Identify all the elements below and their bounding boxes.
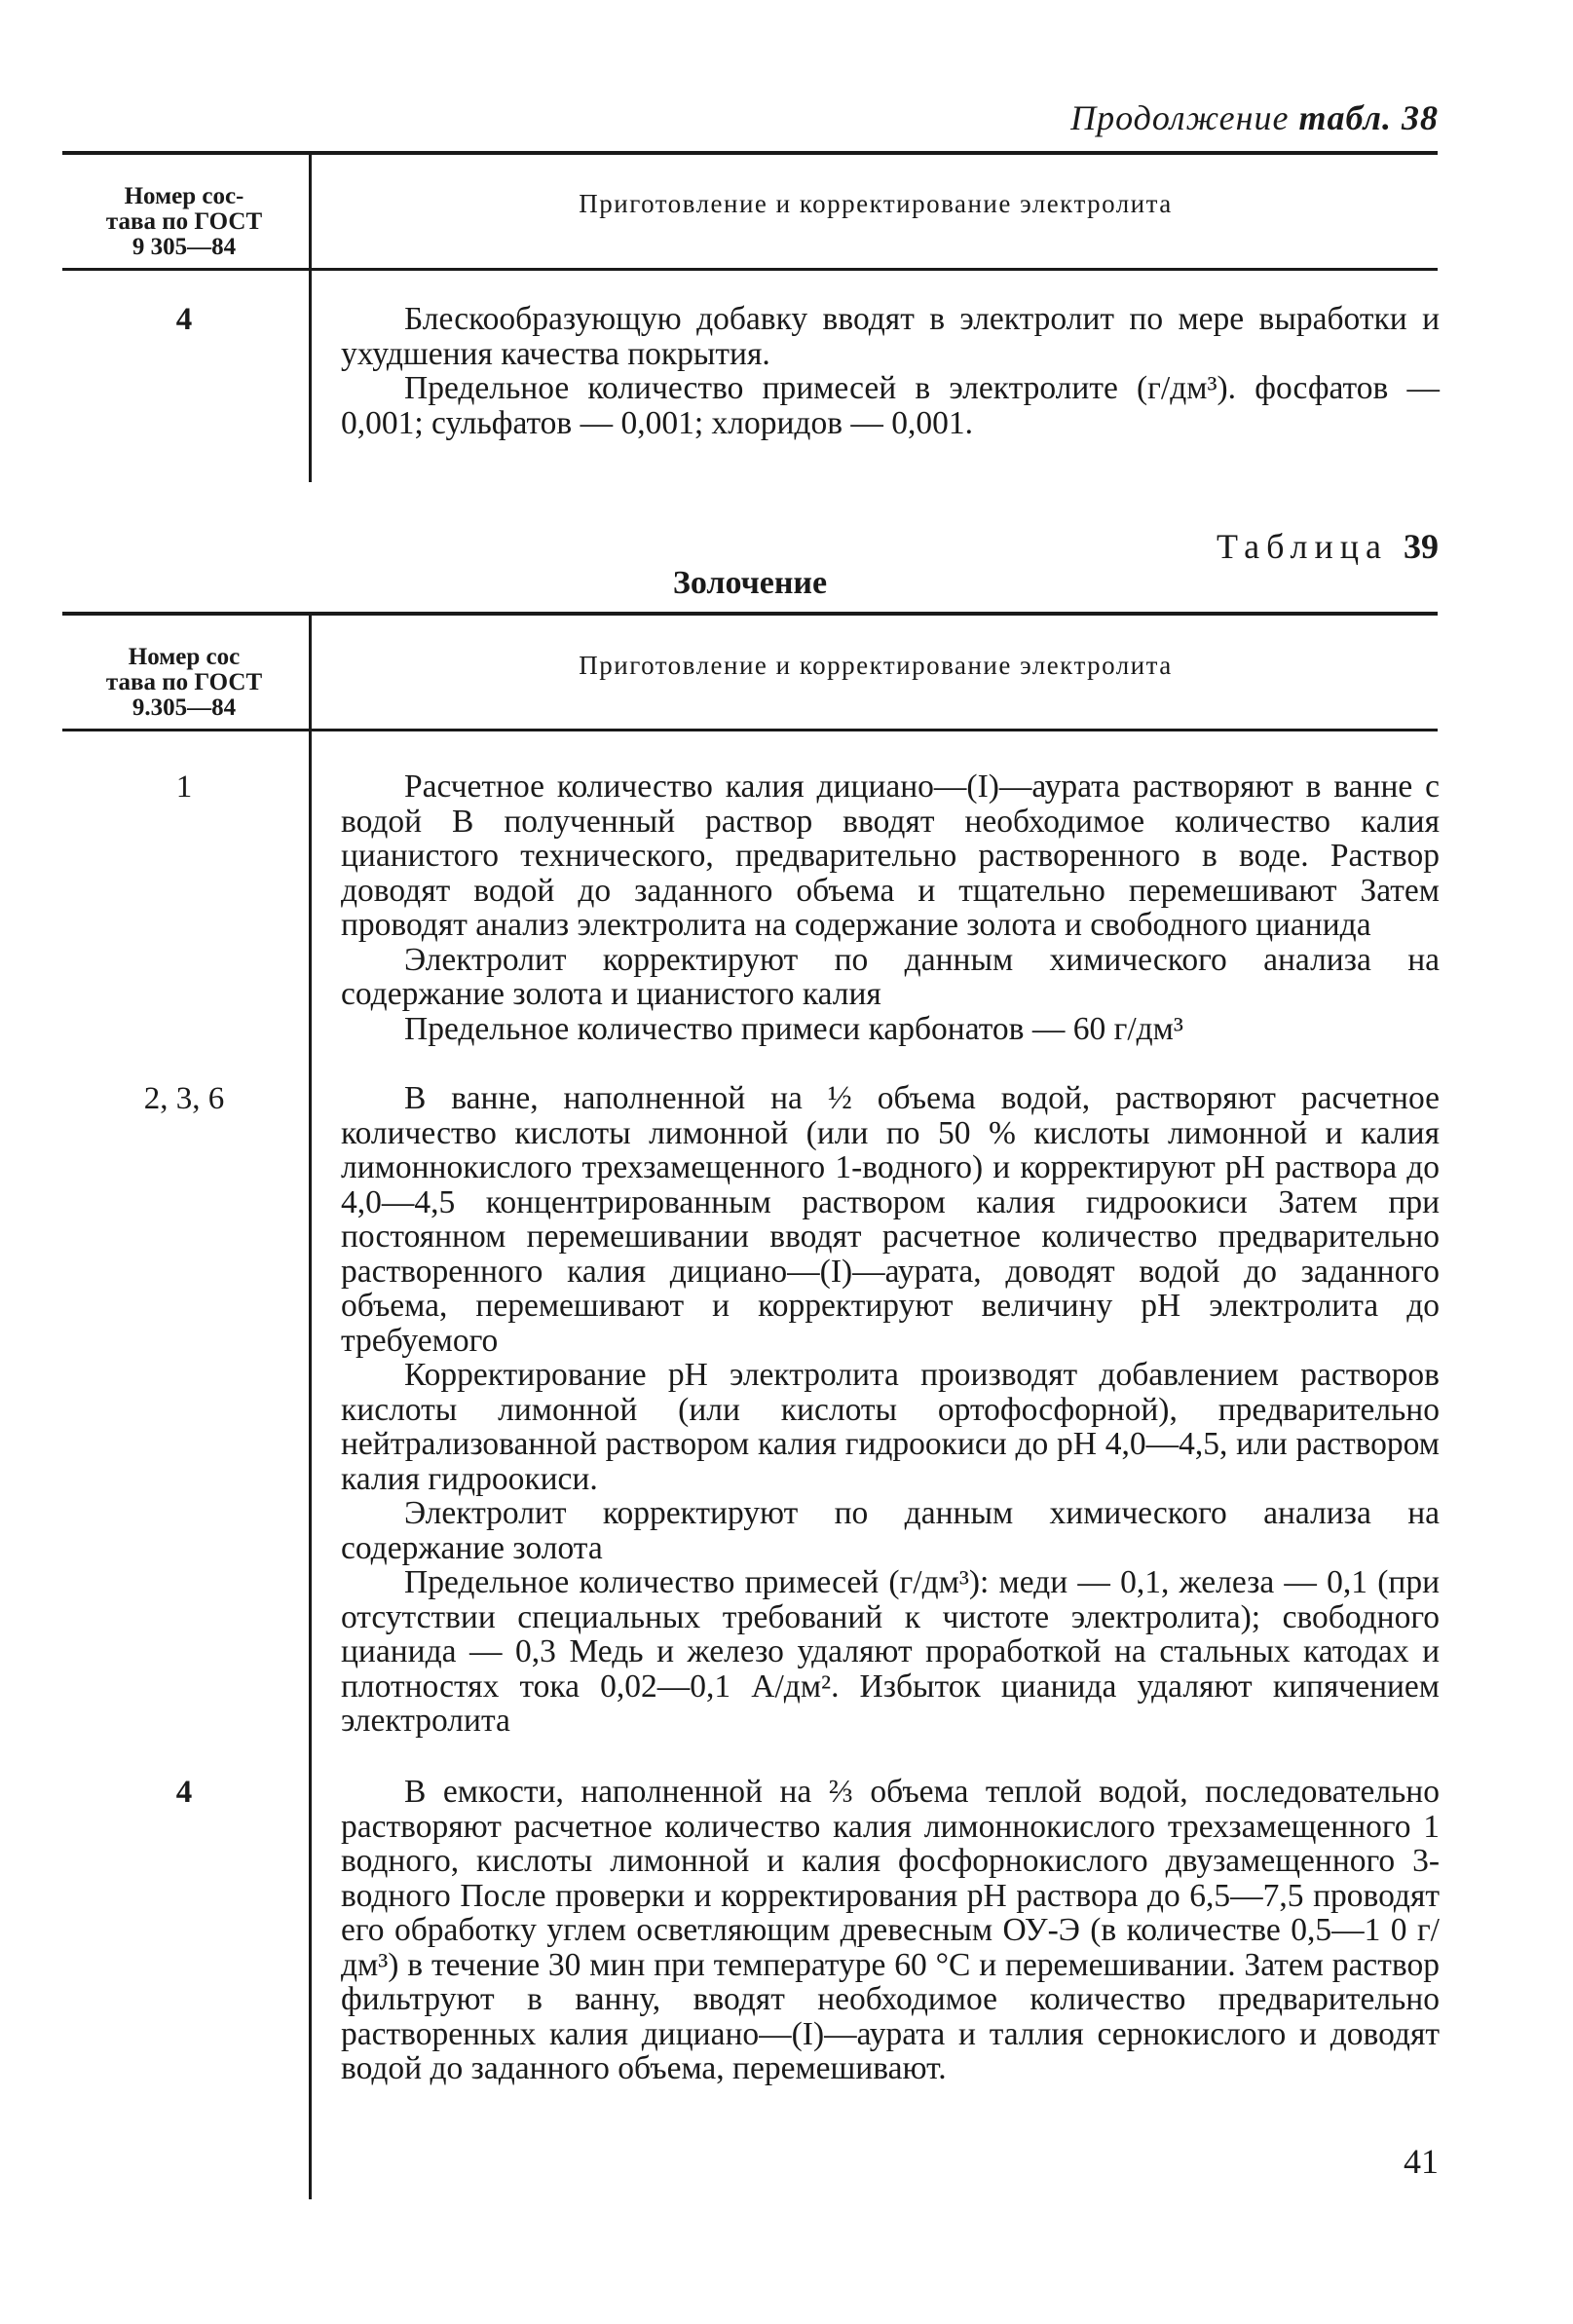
col1-header-line: тава по ГОСТ bbox=[105, 669, 263, 695]
col1-header-line: тава по ГОСТ bbox=[105, 208, 263, 235]
paragraph: Предельное количество примесей (г/дм³): меди — 0,1, железа — 0,1 (при отсутствии специальных требований к чистоте электролита); свободного цианида — 0,3 Медь и железо удаляют проработкой на стальных катодах и плотностях тока 0,02—0,1 А/дм². Избыток цианида удаляют кипячением электролита bbox=[341, 1564, 1440, 1739]
continuation-header bbox=[1070, 97, 1439, 138]
paragraph: Электролит корректируют по данным химического анализа на содержание золота bbox=[341, 1495, 1440, 1566]
continuation-text: Продолжение bbox=[1070, 98, 1290, 137]
table39-row-number: 1 bbox=[175, 769, 193, 805]
table38-col2-header: Приготовление и корректирование электролита bbox=[579, 189, 1173, 218]
table39-row-number: 2, 3, 6 bbox=[143, 1081, 225, 1116]
paragraph: Блескообразующую добавку вводят в электролит по мере выработки и ухудшения качества покрытия. bbox=[341, 301, 1440, 372]
paragraph: Предельное количество примесей в электролите (г/дм³). фосфатов — 0,001; сульфатов — 0,001; хлоридов — 0,001. bbox=[341, 370, 1440, 441]
paragraph: Расчетное количество калия дициано—(I)—аурата растворяют в ванне с водой В полученный раствор вводят необходимое количество калия цианистого технического, предварительно растворенного в воде. Раствор доводят водой до заданного объема и тщательно перемешивают Затем проводят анализ электролита на содержание золота и свободного цианида bbox=[341, 768, 1440, 943]
col1-header-line: Номер сос bbox=[128, 644, 241, 670]
table39-column-divider bbox=[309, 612, 312, 2199]
table38-col1-header bbox=[62, 184, 306, 260]
table38-header-rule bbox=[62, 268, 1438, 271]
table39-col2-header: Приготовление и корректирование электролита bbox=[579, 651, 1173, 680]
table-number: 39 bbox=[1404, 527, 1439, 566]
table39-header-rule bbox=[62, 729, 1438, 731]
table38-top-rule bbox=[62, 151, 1438, 155]
paragraph: Корректирование рН электролита производят добавлением растворов кислоты лимонной (или кислоты ортофосфорной), предварительно нейтрализованной раствором калия гидроокиси до рН 4,0—4,5, или раствором калия гидроокиси. bbox=[341, 1357, 1440, 1497]
table39-row-number: 4 bbox=[175, 1775, 193, 1810]
col1-header-line: 9 305—84 bbox=[131, 234, 237, 260]
table39-cell-row2 bbox=[341, 1081, 1440, 1739]
paragraph: Предельное количество примеси карбонатов — 60 г/дм³ bbox=[404, 1010, 1183, 1047]
table39-cell-row3 bbox=[341, 1775, 1440, 2086]
paragraph: В ванне, наполненной на ½ объема водой, растворяют расчетное количество кислоты лимонной (или по 50 % кислоты лимонной и калия лимоннокислого трехзамещенного 1-водного) и корректируют рН раствора до 4,0—4,5 концентрированным раствором калия гидроокиси Затем при постоянном перемешивании вводят расчетное количество предварительно растворенного калия дициано—(I)—аурата, доводят водой до заданного объема, перемешивают и корректируют величину рН электролита до требуемого bbox=[341, 1080, 1440, 1359]
table39-col1-header bbox=[62, 645, 306, 721]
page-number: 41 bbox=[1404, 2142, 1439, 2181]
paragraph: В емкости, наполненной на ⅔ объема теплой водой, последовательно растворяют расчетное количество калия лимоннокислого трехзамещенного 1 водного, кислоты лимонной и калия фосфорнокислого двузамещенного 3-водного После проверки и корректирования рН раствора до 6,5—7,5 проводят его обработку углем осветляющим древесным ОУ-Э (в количестве 0,5—1 0 г/дм³) в течение 30 мин при температуре 60 °С и перемешивании. Затем раствор фильтруют в ванну, вводят необходимое количество предварительно растворенных калия дициано—(I)—аурата и таллия сернокислого и доводят водой до заданного объема, перемешивают. bbox=[341, 1774, 1440, 2086]
table38-column-divider bbox=[309, 151, 312, 482]
continuation-table-ref: табл. 38 bbox=[1298, 98, 1439, 137]
table39-label bbox=[1217, 526, 1439, 567]
table38-cell bbox=[341, 302, 1440, 440]
table-label-text: Таблица bbox=[1217, 527, 1388, 566]
col1-header-line: Номер сос- bbox=[124, 183, 244, 209]
table39-top-rule bbox=[62, 612, 1438, 616]
col1-header-line: 9.305—84 bbox=[131, 694, 237, 721]
section-title: Золочение bbox=[672, 565, 828, 601]
table38-row-number: 4 bbox=[175, 302, 193, 337]
table39-cell-row1 bbox=[341, 769, 1440, 1046]
paragraph: Электролит корректируют по данным химического анализа на содержание золота и цианистого калия bbox=[341, 941, 1440, 1012]
